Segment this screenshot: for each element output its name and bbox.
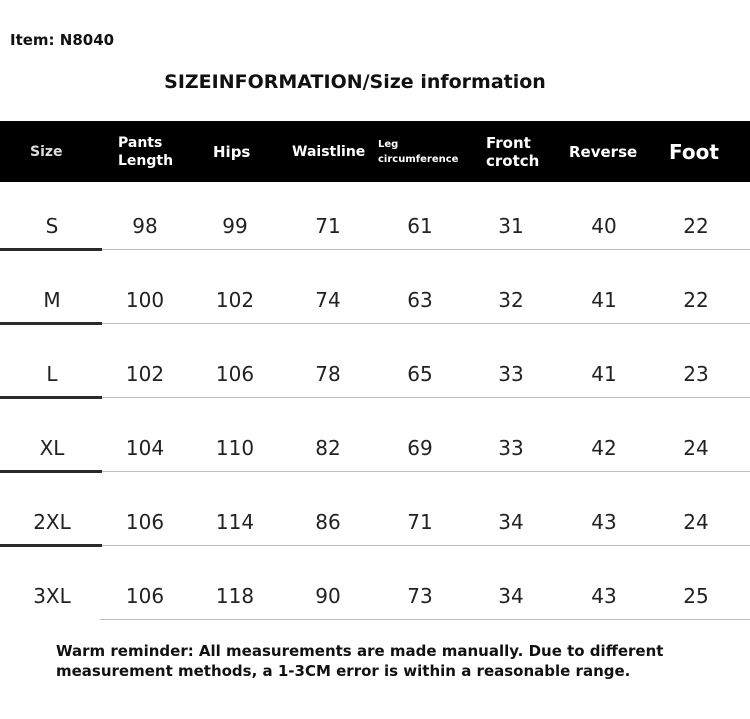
- cell-pants-length: 98: [132, 214, 158, 238]
- cell-pants-length: 106: [125, 510, 165, 534]
- table-row: [0, 340, 750, 414]
- cell-leg: 69: [407, 436, 433, 460]
- cell-front-crotch: 34: [498, 584, 524, 608]
- row-divider: [100, 619, 750, 620]
- cell-waistline: 90: [315, 584, 341, 608]
- header-hips: Hips: [213, 142, 251, 161]
- table-row: [0, 562, 750, 636]
- cell-waistline: 71: [315, 214, 341, 238]
- row-accent-bar: [0, 470, 102, 473]
- item-number: Item: N8040: [10, 31, 115, 49]
- table-header: [0, 121, 750, 182]
- cell-waistline: 82: [315, 436, 341, 460]
- cell-pants-length: 100: [125, 288, 165, 312]
- cell-size: L: [46, 362, 58, 386]
- cell-waistline: 78: [315, 362, 341, 386]
- cell-waistline: 74: [315, 288, 341, 312]
- row-divider: [100, 249, 750, 250]
- warm-reminder: Warm reminder: All measurements are made manually. Due to different measurement methods, a 1-3CM error is within a reasonable range.: [56, 642, 664, 680]
- page-title: SIZEINFORMATION/Size information: [164, 71, 546, 93]
- row-divider: [100, 323, 750, 324]
- row-accent-bar: [0, 322, 102, 325]
- cell-hips: 118: [215, 584, 255, 608]
- table-row: [0, 266, 750, 340]
- cell-front-crotch: 34: [498, 510, 524, 534]
- cell-hips: 106: [215, 362, 255, 386]
- cell-foot: 23: [683, 362, 709, 386]
- cell-front-crotch: 33: [498, 436, 524, 460]
- table-row: [0, 192, 750, 266]
- header-waistline: Waistline: [292, 143, 366, 160]
- row-divider: [100, 471, 750, 472]
- cell-foot: 24: [683, 436, 709, 460]
- cell-leg: 61: [407, 214, 433, 238]
- cell-leg: 65: [407, 362, 433, 386]
- header-pants-length: Pants Length: [118, 134, 174, 169]
- cell-foot: 24: [683, 510, 709, 534]
- cell-reverse: 41: [591, 288, 617, 312]
- cell-reverse: 43: [591, 510, 617, 534]
- header-leg-circumference: Leg circumference: [378, 138, 459, 165]
- cell-leg: 73: [407, 584, 433, 608]
- row-accent-bar: [0, 248, 102, 251]
- row-accent-bar: [0, 396, 102, 399]
- table-row: [0, 414, 750, 488]
- cell-reverse: 40: [591, 214, 617, 238]
- cell-hips: 99: [222, 214, 248, 238]
- size-table-body: [0, 192, 750, 636]
- header-front-crotch: Front crotch: [486, 133, 540, 170]
- row-divider: [100, 397, 750, 398]
- cell-front-crotch: 31: [498, 214, 524, 238]
- cell-front-crotch: 32: [498, 288, 524, 312]
- cell-pants-length: 102: [125, 362, 165, 386]
- cell-size: XL: [39, 436, 65, 460]
- header-reverse: Reverse: [569, 142, 638, 161]
- cell-hips: 102: [215, 288, 255, 312]
- cell-foot: 22: [683, 288, 709, 312]
- cell-front-crotch: 33: [498, 362, 524, 386]
- cell-size: 3XL: [33, 584, 71, 608]
- row-accent-bar: [0, 544, 102, 547]
- cell-leg: 71: [407, 510, 433, 534]
- cell-hips: 110: [215, 436, 255, 460]
- cell-leg: 63: [407, 288, 433, 312]
- cell-waistline: 86: [315, 510, 341, 534]
- cell-size: M: [43, 288, 61, 312]
- header-foot: Foot: [669, 139, 719, 164]
- table-row: [0, 488, 750, 562]
- cell-reverse: 41: [591, 362, 617, 386]
- cell-pants-length: 104: [125, 436, 165, 460]
- cell-reverse: 42: [591, 436, 617, 460]
- cell-pants-length: 106: [125, 584, 165, 608]
- cell-size: S: [45, 214, 59, 238]
- row-divider: [100, 545, 750, 546]
- header-size: Size: [30, 143, 63, 160]
- cell-hips: 114: [215, 510, 255, 534]
- cell-foot: 25: [683, 584, 709, 608]
- cell-reverse: 43: [591, 584, 617, 608]
- cell-size: 2XL: [33, 510, 71, 534]
- cell-foot: 22: [683, 214, 709, 238]
